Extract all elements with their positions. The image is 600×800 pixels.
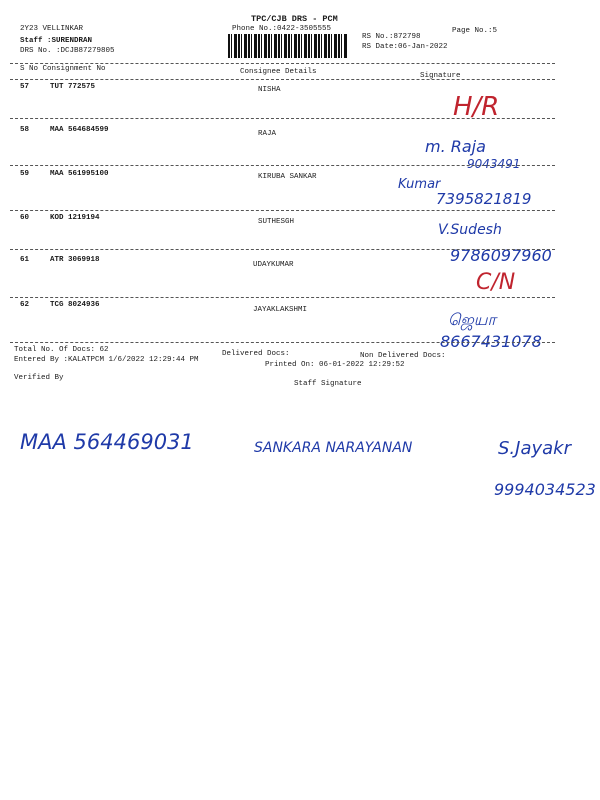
row-59-consignee: KIRUBA SANKAR (258, 173, 317, 181)
row-60-phone: 9786097960 (450, 246, 552, 265)
entered-by: Entered By :KALATPCM 1/6/2022 12:29:44 PM (14, 356, 199, 364)
column-header-signature: Signature (420, 72, 461, 80)
verified-by: Verified By (14, 374, 64, 382)
drs-number: DRS No. :DCJB87279805 (20, 47, 115, 55)
row-62-consignee: JAYAKLAKSHMI (253, 306, 308, 314)
handwritten-consignment: MAA 564469031 (20, 430, 194, 454)
row-57-mark-hr: H/R (453, 92, 500, 122)
row-61-mark-cn: C/N (476, 270, 516, 295)
row-57-consignment: TUT 772575 (50, 83, 96, 91)
page-number: Page No.:5 (452, 27, 498, 35)
row-60-sno: 60 (20, 214, 30, 222)
row-59-sno: 59 (20, 170, 30, 178)
row-60-consignee: SUTHESGH (258, 218, 295, 226)
row-58-phone: 9043491 (467, 157, 521, 171)
handwritten-signature: S.Jayakr (498, 438, 571, 459)
row-divider (10, 249, 555, 250)
handwritten-phone: 9994034523 (494, 480, 596, 499)
row-59-signature: Kumar (398, 177, 441, 192)
row-58-consignee: RAJA (258, 130, 277, 138)
printed-on: Printed On: 06-01-2022 12:29:52 (265, 361, 405, 369)
row-divider (10, 210, 555, 211)
row-58-signature: m. Raja (425, 137, 486, 156)
header-top-partial-text: 2Y23 VELLINKAR (20, 25, 84, 33)
phone-number: Phone No.:0422-3505555 (232, 25, 332, 33)
row-57-consignee: NISHA (258, 86, 281, 94)
staff-signature-label: Staff Signature (294, 380, 362, 388)
row-60-consignment: KOD 1219194 (50, 214, 100, 222)
row-60-signature: V.Sudesh (438, 222, 502, 238)
header-divider (10, 63, 555, 64)
row-61-consignee: UDAYKUMAR (253, 261, 294, 269)
row-57-sno: 57 (20, 83, 30, 91)
total-docs: Total No. Of Docs: 62 (14, 346, 109, 354)
row-divider (10, 297, 555, 298)
handwritten-name: SANKARA NARAYANAN (254, 440, 413, 456)
column-header-consignee: Consignee Details (240, 68, 317, 76)
staff-name: Staff :SURENDRAN (20, 37, 93, 45)
row-divider (10, 165, 555, 166)
row-59-phone: 7395821819 (436, 190, 532, 208)
row-62-sno: 62 (20, 301, 30, 309)
row-divider (10, 118, 555, 119)
barcode (228, 34, 348, 58)
row-58-consignment: MAA 564684599 (50, 126, 109, 134)
delivered-docs: Delivered Docs: (222, 350, 290, 358)
row-62-signature: ஜெயா (448, 310, 496, 329)
row-61-consignment: ATR 3069918 (50, 256, 100, 264)
row-61-sno: 61 (20, 256, 30, 264)
rs-date: RS Date:06-Jan-2022 (362, 43, 448, 51)
column-header-divider (10, 79, 555, 80)
row-62-phone: 8667431078 (440, 332, 542, 351)
non-delivered-docs: Non Delivered Docs: (360, 352, 446, 360)
document-title: TPC/CJB DRS - PCM (251, 14, 338, 24)
column-header-sno-consignment: S No Consignment No (20, 65, 106, 73)
table-bottom-divider (10, 342, 555, 343)
row-59-consignment: MAA 561995100 (50, 170, 109, 178)
row-58-sno: 58 (20, 126, 30, 134)
rs-number: RS No.:872798 (362, 33, 421, 41)
row-62-consignment: TCG 8024936 (50, 301, 100, 309)
